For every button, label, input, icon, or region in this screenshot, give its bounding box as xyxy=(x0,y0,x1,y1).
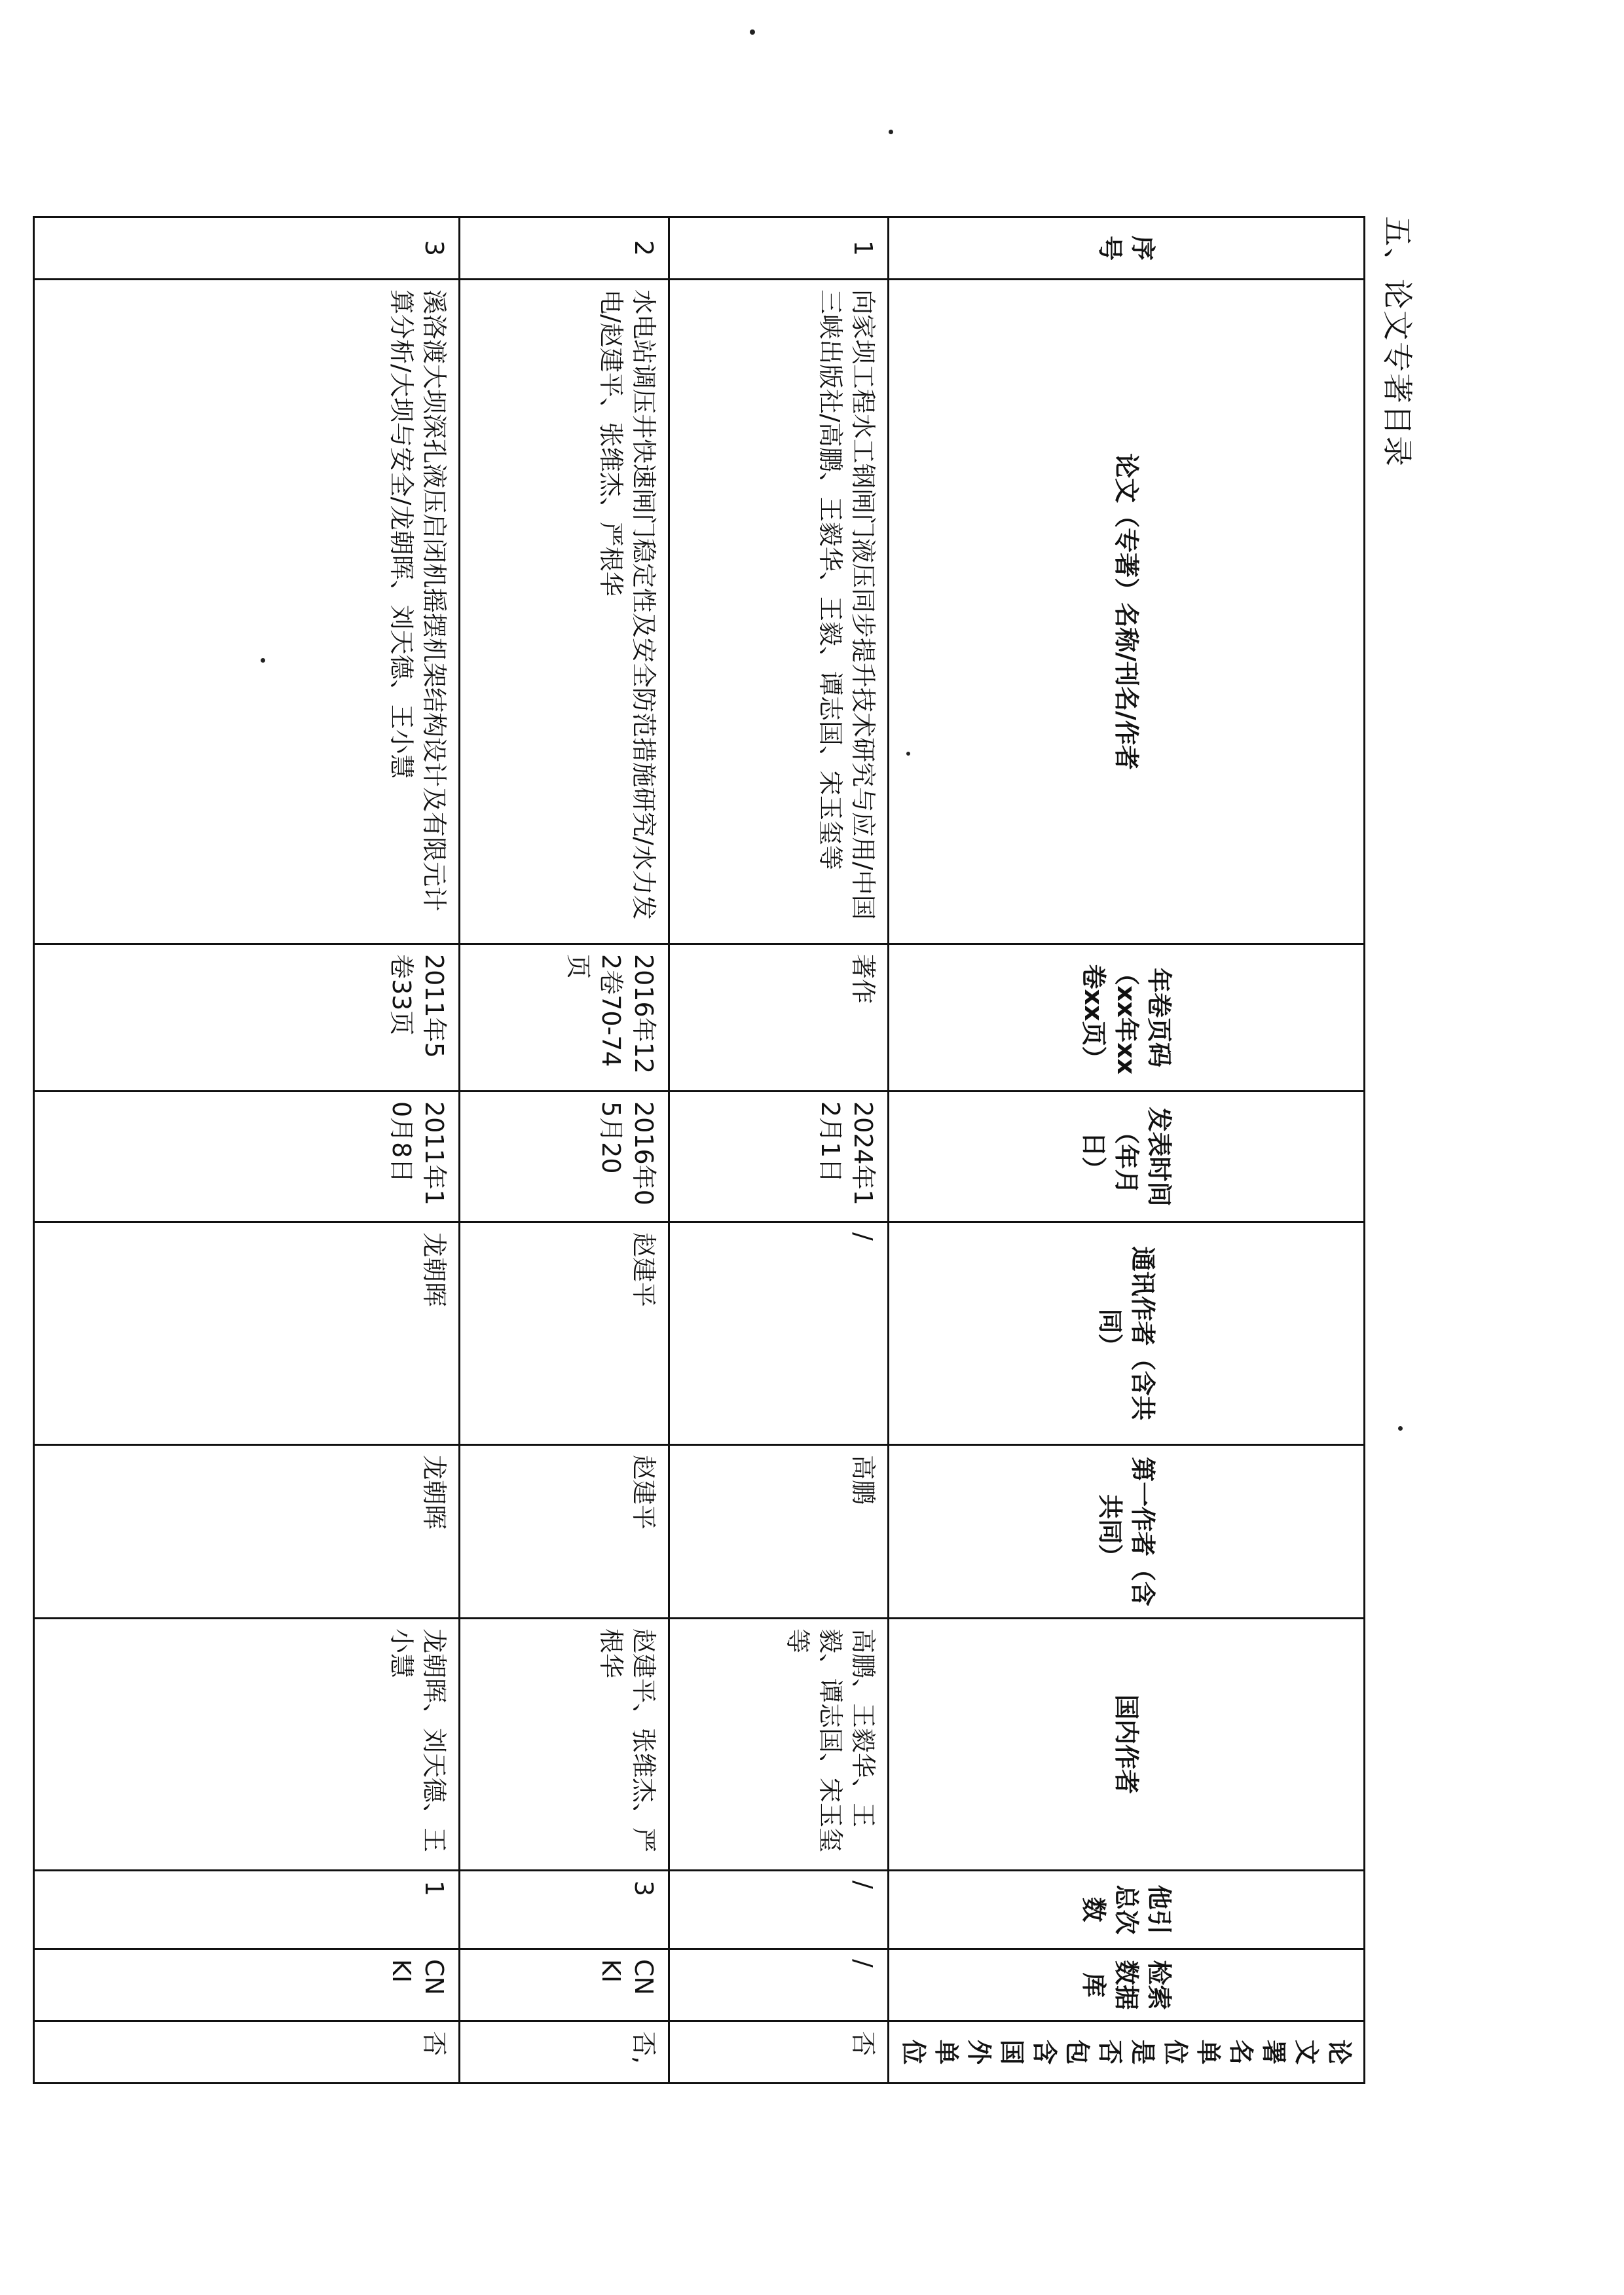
foreign-affiliation: 否 xyxy=(34,2021,460,2084)
paper-title: 向家坝工程水工钢闸门液压同步提升技术研究与应用/中国三峡出版社/高鹏、王毅华、王毅、谭志国、宋玉玺等 xyxy=(669,280,889,944)
volume-pages: 2016年122卷70-74页 xyxy=(460,944,669,1092)
foreign-affiliation: 否 xyxy=(669,2021,889,2084)
header-publish-date: 发表时间（年月日） xyxy=(889,1092,1365,1222)
paper-title: 水电站调压井快速闸门稳定性及安全防范措施研究/水力发电/赵建平、张维杰、严根华 xyxy=(460,280,669,944)
section-heading: 五、论文专著目录 xyxy=(1380,216,1415,468)
table-row xyxy=(34,217,460,2084)
volume-pages: 2011年5卷33页 xyxy=(34,944,460,1092)
publish-date: 2011年10月8日 xyxy=(34,1092,460,1222)
citation-count: / xyxy=(669,1871,889,1949)
header-index: 序号 xyxy=(889,217,1365,280)
domestic-authors: 龙朝晖、刘天德、王小慧 xyxy=(34,1619,460,1871)
corresponding-author: / xyxy=(669,1222,889,1445)
search-database: CNKI xyxy=(34,1949,460,2021)
header-domestic-authors: 国内作者 xyxy=(889,1619,1365,1871)
first-author: 赵建平 xyxy=(460,1445,669,1619)
publish-date: 2016年05月20 xyxy=(460,1092,669,1222)
corresponding-author: 龙朝晖 xyxy=(34,1222,460,1445)
foreign-affiliation: 否, xyxy=(460,2021,669,2084)
header-corresponding-author: 通讯作者（含共同） xyxy=(889,1222,1365,1445)
search-database: / xyxy=(669,1949,889,2021)
table-row xyxy=(669,217,889,2084)
domestic-authors: 赵建平、张维杰、严根华 xyxy=(460,1619,669,1871)
header-volume-pages: 年卷页码（xx年xx卷xx页） xyxy=(889,944,1365,1092)
header-title: 论文（专著）名称/刊名/作者 xyxy=(889,280,1365,944)
first-author: 龙朝晖 xyxy=(34,1445,460,1619)
citation-count: 3 xyxy=(460,1871,669,1949)
row-index: 1 xyxy=(669,217,889,280)
corresponding-author: 赵建平 xyxy=(460,1222,669,1445)
domestic-authors: 高鹏、王毅华、王毅、谭志国、宋玉玺等 xyxy=(669,1619,889,1871)
row-index: 3 xyxy=(34,217,460,280)
row-index: 2 xyxy=(460,217,669,280)
paper-title: 溪洛渡大坝深孔液压启闭机摇摆机架结构设计及有限元计算分析/大坝与安全/龙朝晖、刘天德、王小慧 xyxy=(34,280,460,944)
header-first-author: 第一作者（含共同） xyxy=(889,1445,1365,1619)
header-citation-count: 他引总次数 xyxy=(889,1871,1365,1949)
search-database: CNKI xyxy=(460,1949,669,2021)
citation-count: 1 xyxy=(34,1871,460,1949)
table-row xyxy=(460,217,669,2084)
header-search-database: 检索数据库 xyxy=(889,1949,1365,2021)
table-header-row xyxy=(889,217,1365,2084)
papers-table xyxy=(33,216,1365,2084)
first-author: 高鹏 xyxy=(669,1445,889,1619)
header-foreign-affiliation: 论文署名单位是否包含国外单位 xyxy=(889,2021,1365,2084)
publish-date: 2024年12月1日 xyxy=(669,1092,889,1222)
volume-pages: 著作 xyxy=(669,944,889,1092)
